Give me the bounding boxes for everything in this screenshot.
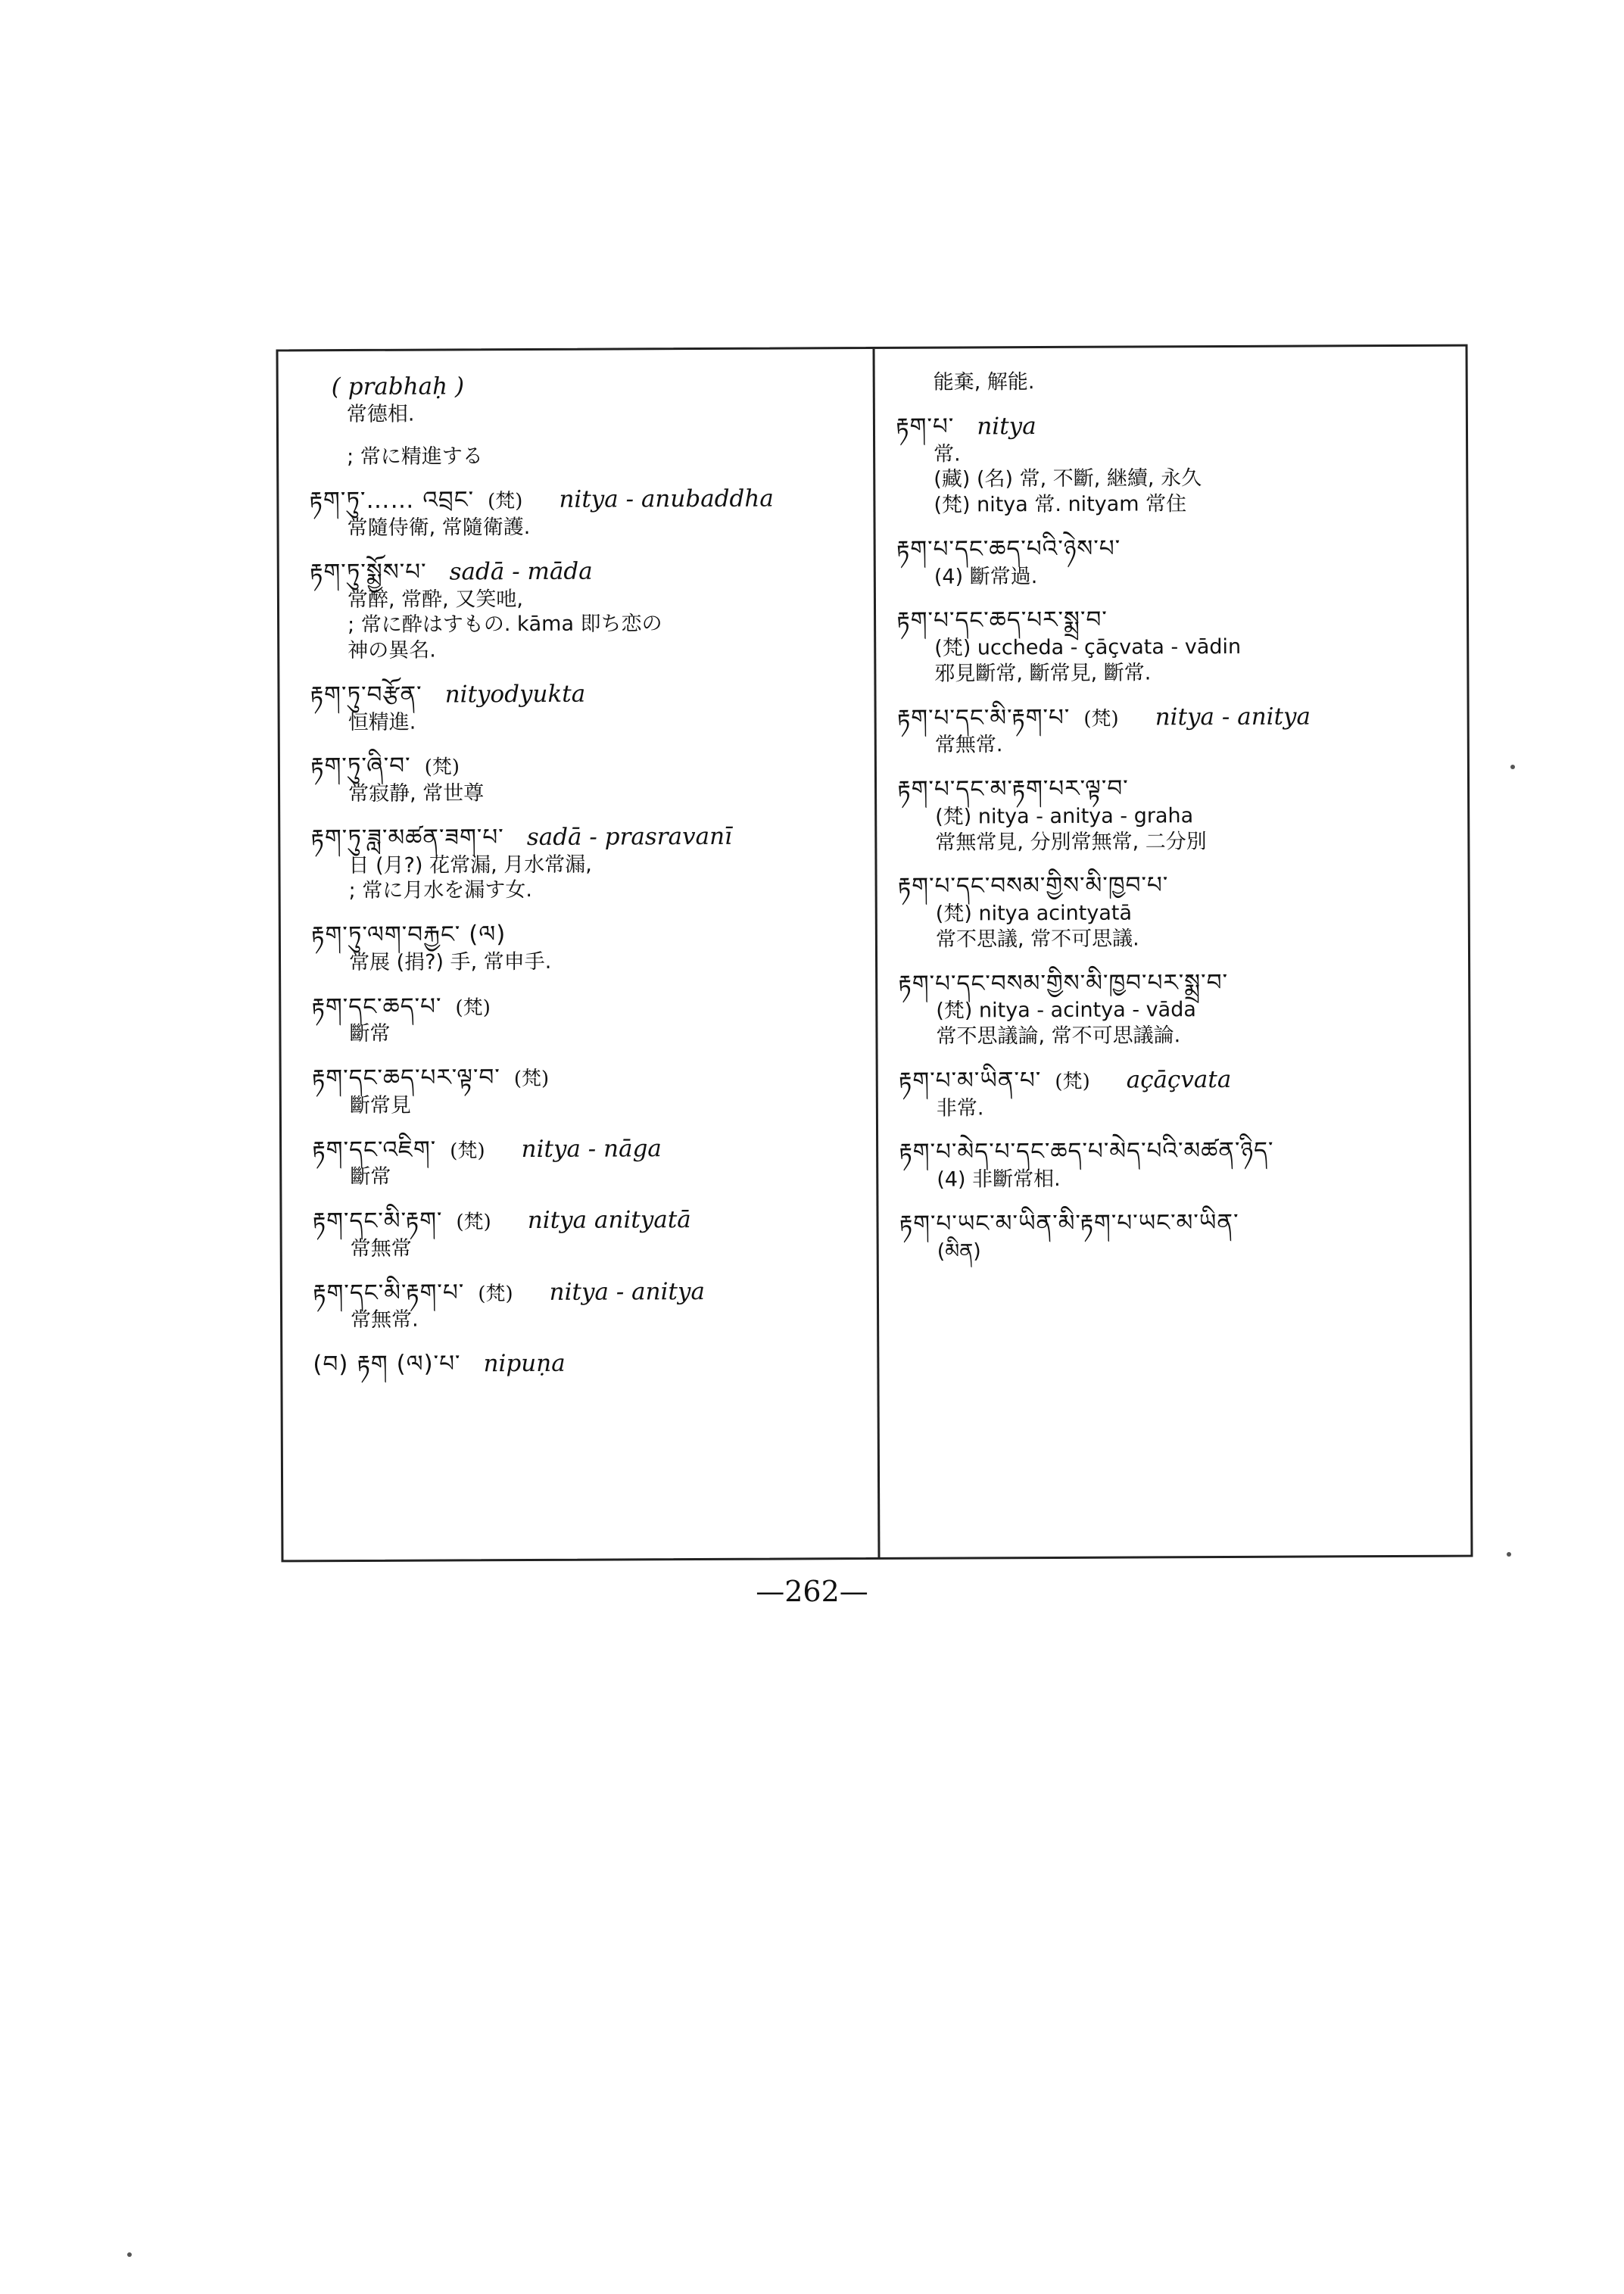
definition-line: 常寂静, 常世尊 [348,781,485,806]
dictionary-entry [313,1348,858,1379]
definition-line: (梵) nitya - anitya - graha [935,803,1194,829]
dictionary-entry [313,1276,858,1334]
definition-line: (梵) nitya 常. nityam 常住 [934,492,1187,517]
definition-line: 常無常. [351,1308,419,1332]
sanskrit-term: sadā - prasravanī [526,822,732,851]
sanskrit-term: açāçvata [1126,1065,1232,1094]
dictionary-entry [897,773,1450,856]
entry-headline [313,1276,858,1308]
definition-line: 常無常. [934,733,1003,757]
tibetan-term: རྟག་པ་དང་ཆད་པའི་ཉེས་པ་ [896,535,1121,563]
definition-line: 邪見斷常, 斷常見, 斷常. [934,661,1152,686]
definition-line: 常不思議, 常不可思議. [935,927,1139,952]
dictionary-entry [898,870,1451,952]
tibetan-term: རྟག་པ་ [895,413,955,441]
definition-line: 常. [934,441,961,466]
definition-line: ; 常に精進する [347,444,483,469]
source-tag: (梵) [1055,1070,1090,1093]
source-tag: (梵) [455,996,491,1019]
definition-line: (4) 非斷常相. [937,1167,1061,1192]
source-tag: (梵) [488,490,523,513]
sanskrit-term: nitya anityatā [527,1206,691,1235]
entry-headline [310,821,856,853]
tibetan-term: རྟག་ཏུ་ཞི་བ་ [310,752,411,781]
entry-headline [897,773,1450,805]
definition-line: (མིན) [937,1239,981,1264]
dictionary-entry [312,1205,857,1262]
tibetan-term: རྟག་པ་དང་བསམ་གྱིས་མི་ཁྱབ་པར་སྨྲ་བ་ [898,968,1229,998]
sanskrit-term: ( prabhaḥ ) [331,372,465,401]
entry-headline [896,410,1448,441]
dictionary-entry [898,967,1451,1049]
tibetan-term: རྟག་པ་མེད་པ་དང་ཆད་པ་མེད་པའི་མཚན་ཉིད་ [899,1136,1274,1167]
source-tag: (梵) [456,1211,491,1234]
entry-headline [310,678,855,710]
sanskrit-term: nitya - anitya [1155,702,1311,731]
definition-line: 日 (月?) 花常漏, 月水常漏, [348,852,592,877]
entry-headline [313,1348,858,1379]
definition-line: (梵) nitya acintyatā [935,901,1133,926]
dictionary-frame [276,344,1473,1563]
dictionary-entry [899,1064,1451,1121]
tibetan-term: རྟག་དང་ཆད་པ་ [311,992,442,1021]
dictionary-entry [309,484,854,541]
dictionary-entry [896,368,1448,396]
dictionary-entry [899,1207,1451,1264]
source-tag: (梵) [450,1139,485,1162]
tibetan-term: རྟག་པ་མ་ཡིན་པ་ [898,1066,1042,1095]
dictionary-entry [309,370,854,428]
tibetan-term: རྟག་པ་དང་མ་རྟག་པར་ལྟ་བ་ [896,775,1129,803]
tibetan-term: རྟག་དང་ཆད་པར་ལྟ་བ་ [311,1064,500,1092]
dictionary-entry [310,750,856,807]
sanskrit-term: nitya [977,412,1036,441]
entry-headline [898,870,1451,902]
source-tag: (梵) [478,1282,513,1305]
tibetan-term: རྟག་ཏུ་སྨྱོས་པ་ [309,558,427,587]
definition-line: 斷常見 [349,1093,411,1117]
dictionary-entry [896,410,1449,518]
entry-headline [896,604,1449,636]
scan-speck [127,2252,132,2257]
scan-speck [1510,765,1515,769]
tibetan-term: རྟག་པ་དང་མི་རྟག་པ་ [896,703,1071,732]
definition-line: 常無常見, 分別常無常, 二分別 [935,829,1207,855]
scan-speck [1507,1552,1511,1557]
entry-headline [311,990,856,1022]
definition-line: 常隨侍衛, 常隨衛護. [347,515,531,541]
source-tag: (梵) [1083,707,1119,731]
sanskrit-term: sadā - māda [449,557,593,586]
definition-line: ; 常に酔はすもの. kāma 即ち恋の [348,612,662,637]
definition-line: 神の異名. [348,638,436,663]
column-divider [873,349,881,1557]
dictionary-entry [310,678,855,736]
dictionary-entry [310,821,856,904]
page-number: —262— [756,1575,868,1608]
definition-line: 常德相. [346,402,415,426]
entry-headline [896,532,1449,564]
tibetan-term: རྟག་དང་མི་རྟག་ [312,1207,443,1236]
dictionary-entry [311,990,856,1048]
definition-line: 常無常 [350,1236,412,1261]
dictionary-entry [899,1136,1451,1193]
tibetan-term: རྟག་ཏུ་…… འབྲང་ [309,486,475,515]
definition-line: (梵) nitya - acintya - vāda [936,998,1196,1023]
definition-line: 非常. [936,1096,984,1121]
sanskrit-term: nitya - anubaddha [559,485,774,514]
definition-line: 常醉, 常酔, 又笑吔, [347,587,523,612]
source-tag: (梵) [424,756,460,779]
entry-headline [899,1207,1451,1239]
tibetan-term: རྟག་ཏུ་ཟླ་མཚན་ཟག་པ་ [310,823,504,852]
dictionary-entry [310,556,856,664]
entry-headline [898,967,1451,999]
dictionary-entry [896,604,1449,687]
sanskrit-term: nipuṇa [483,1349,566,1378]
definition-line: 斷常 [350,1165,391,1189]
entry-headline [310,750,856,781]
source-tag: (梵) [513,1067,550,1091]
entry-headline [310,556,855,588]
definition-line: 恒精進. [348,710,416,734]
tibetan-term: རྟག་ཏུ་བརྩོན་ [310,681,422,709]
tibetan-term: རྟག་ཏུ་ལག་བརྐྱང་ (ལ) [310,921,507,949]
definition-line: 常展 (捐?) 手, 常申手. [348,949,552,974]
definition-line: (4) 斷常過. [934,564,1038,589]
definition-line: 能棄, 解能. [933,370,1035,394]
tibetan-term: རྟག་པ་དང་བསམ་གྱིས་མི་ཁྱབ་པ་ [897,871,1169,901]
definition-line: 常不思議論, 常不可思議論. [936,1024,1181,1049]
tibetan-term: (བ) རྟག (ལ)་པ་ [313,1350,461,1379]
dictionary-entry [896,532,1449,590]
tibetan-term: རྟག་དང་འཇིག་ [312,1136,437,1164]
entry-headline [309,484,854,516]
dictionary-entry [309,442,854,470]
sanskrit-term: nitya - nāga [521,1134,662,1163]
entry-headline [897,701,1450,733]
tibetan-term: རྟག་པ་ཡང་མ་ཡིན་མི་རྟག་པ་ཡང་མ་ཡིན་ [899,1208,1239,1238]
dictionary-entry [897,701,1450,759]
left-column [309,370,859,1396]
definition-line: ; 常に月水を漏す女. [348,878,532,903]
definition-line: (梵) uccheda - çāçvata - vādin [934,634,1242,660]
tibetan-term: རྟག་པ་དང་ཆད་པར་སྨྲ་བ་ [896,606,1108,635]
entry-headline [899,1064,1451,1096]
dictionary-entry [312,1133,857,1191]
entry-headline [311,918,856,950]
entry-headline [312,1061,857,1093]
sanskrit-term: nityodyukta [444,680,586,709]
right-column [896,368,1452,1281]
entry-headline [312,1133,857,1165]
tibetan-term: རྟག་དང་མི་རྟག་པ་ [312,1278,465,1307]
dictionary-entry [312,1061,857,1119]
definition-line: (藏) (名) 常, 不斷, 継續, 永久 [934,466,1202,491]
entry-headline [899,1136,1451,1167]
dictionary-entry [311,918,856,976]
sanskrit-term: nitya - anitya [549,1277,706,1306]
entry-headline [312,1205,857,1236]
definition-line: 斷常 [349,1022,391,1046]
entry-headline [309,370,854,402]
